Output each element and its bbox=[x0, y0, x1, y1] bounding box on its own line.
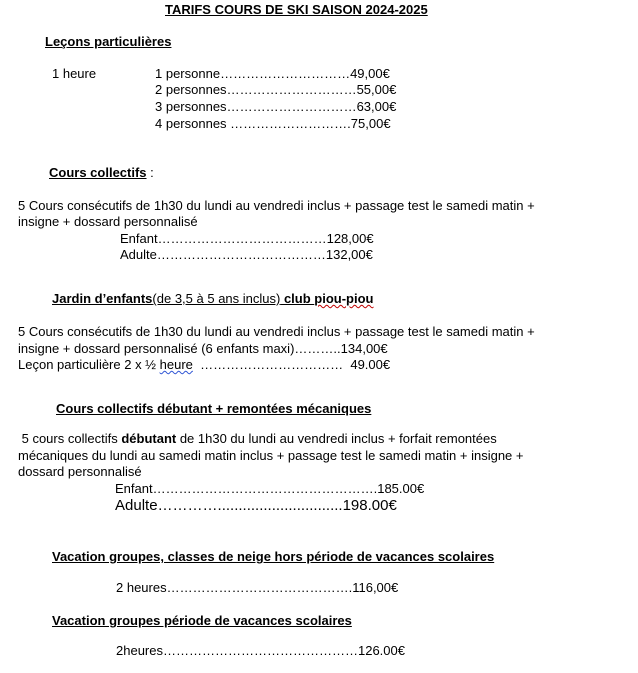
collectifs-row bbox=[120, 231, 374, 247]
lecons-row bbox=[155, 66, 390, 82]
vacation-hors-dots: ……………………………………. bbox=[166, 580, 353, 595]
jardin-lecon-line bbox=[18, 357, 390, 373]
collectifs-heading: Cours collectifs bbox=[49, 165, 147, 180]
jardin-heading-line bbox=[52, 291, 373, 307]
collectifs-row-price: 128,00€ bbox=[326, 231, 374, 246]
debutant-row bbox=[115, 497, 397, 515]
jardin-lecon-price: 49.00€ bbox=[350, 357, 391, 372]
vacation-periode-dots: ……………………………………… bbox=[162, 643, 358, 658]
vacation-periode-label: 2heures bbox=[116, 643, 163, 658]
jardin-heading-age: (de 3,5 à 5 ans inclus) bbox=[152, 291, 281, 306]
debutant-row-price: 185.00€ bbox=[377, 481, 425, 496]
collectifs-row bbox=[120, 247, 373, 263]
lecons-row-dots: ………………………… bbox=[226, 99, 357, 114]
debutant-desc-line2: mécaniques du lundi au samedi matin inclus + passage test le samedi matin + insigne + bbox=[18, 448, 524, 463]
jardin-desc-dots: ……….. bbox=[294, 341, 341, 356]
lecons-row-dots: ………………………… bbox=[220, 66, 351, 81]
jardin-desc-line2 bbox=[18, 341, 388, 357]
debutant-desc-bold: débutant bbox=[121, 431, 177, 446]
lecons-row-price: 63,00€ bbox=[356, 99, 397, 114]
lecons-row-label: 4 personnes bbox=[155, 116, 227, 131]
jardin-heading: Jardin d’enfants bbox=[52, 291, 153, 306]
vacation-periode-heading: Vacation groupes période de vacances scolaires bbox=[52, 613, 352, 628]
collectifs-desc-line2: insigne + dossard personnalisé bbox=[18, 214, 198, 229]
debutant-desc-c: de 1h30 du lundi au vendredi inclus + forfait remontées bbox=[176, 431, 497, 446]
jardin-desc-text: insigne + dossard personnalisé (6 enfants maxi) bbox=[18, 341, 295, 356]
jardin-lecon-dots: …………………………… bbox=[192, 357, 351, 372]
debutant-row-dots: ……………………………………………. bbox=[152, 481, 378, 496]
debutant-heading: Cours collectifs débutant + remontées mécaniques bbox=[56, 401, 372, 416]
lecons-duration: 1 heure bbox=[52, 66, 97, 81]
collectifs-row-price: 132,00€ bbox=[325, 247, 373, 262]
jardin-heading-piou: piou-piou bbox=[314, 291, 374, 306]
vacation-hors-label: 2 heures bbox=[116, 580, 167, 595]
collectifs-row-label: Enfant bbox=[120, 231, 158, 246]
debutant-row-price: 198.00€ bbox=[342, 497, 397, 514]
debutant-desc-line1 bbox=[18, 431, 497, 447]
lecons-row-label: 3 personnes bbox=[155, 99, 227, 114]
lecons-row-price: 55,00€ bbox=[356, 82, 397, 97]
collectifs-row-label: Adulte bbox=[120, 247, 157, 262]
vacation-hors-row bbox=[116, 580, 398, 596]
jardin-lecon-word: heure bbox=[159, 357, 193, 372]
lecons-row bbox=[155, 82, 396, 98]
jardin-desc-price: 134,00€ bbox=[340, 341, 388, 356]
page-title: TARIFS COURS DE SKI SAISON 2024-2025 bbox=[165, 2, 428, 17]
debutant-row-dots: ………….............................. bbox=[157, 497, 343, 514]
vacation-periode-row bbox=[116, 643, 405, 659]
collectifs-row-dots: ………………………………… bbox=[157, 231, 327, 246]
debutant-row bbox=[115, 481, 424, 497]
collectifs-heading-colon: : bbox=[150, 165, 154, 180]
lecons-row-label: 1 personne bbox=[155, 66, 221, 81]
lecons-row-dots: ………………………… bbox=[226, 82, 357, 97]
lecons-row bbox=[155, 116, 391, 132]
vacation-periode-price: 126.00€ bbox=[357, 643, 405, 658]
debutant-desc-line3: dossard personnalisé bbox=[18, 464, 142, 479]
lecons-heading: Leçons particulières bbox=[45, 34, 172, 49]
debutant-row-label: Enfant bbox=[115, 481, 153, 496]
jardin-lecon-label: Leçon particulière 2 x ½ bbox=[18, 357, 160, 372]
jardin-desc-line1: 5 Cours consécutifs de 1h30 du lundi au vendredi inclus + passage test le samedi matin + bbox=[18, 324, 535, 339]
collectifs-row-dots: ………………………………… bbox=[156, 247, 326, 262]
vacation-hors-price: 116,00€ bbox=[352, 580, 399, 595]
jardin-heading-club: club bbox=[280, 291, 315, 306]
vacation-hors-heading: Vacation groupes, classes de neige hors période de vacances scolaires bbox=[52, 549, 495, 564]
lecons-row-price: 49,00€ bbox=[350, 66, 390, 81]
debutant-desc-a: 5 cours collectifs bbox=[18, 431, 122, 446]
collectifs-desc-line1: 5 Cours consécutifs de 1h30 du lundi au vendredi inclus + passage test le samedi matin + bbox=[18, 198, 535, 213]
lecons-row-dots: ………………………. bbox=[226, 116, 351, 131]
collectifs-heading-line bbox=[49, 165, 154, 181]
lecons-row bbox=[155, 99, 396, 115]
debutant-row-label: Adulte bbox=[115, 497, 158, 514]
lecons-row-label: 2 personnes bbox=[155, 82, 227, 97]
lecons-row-price: 75,00€ bbox=[350, 116, 391, 131]
